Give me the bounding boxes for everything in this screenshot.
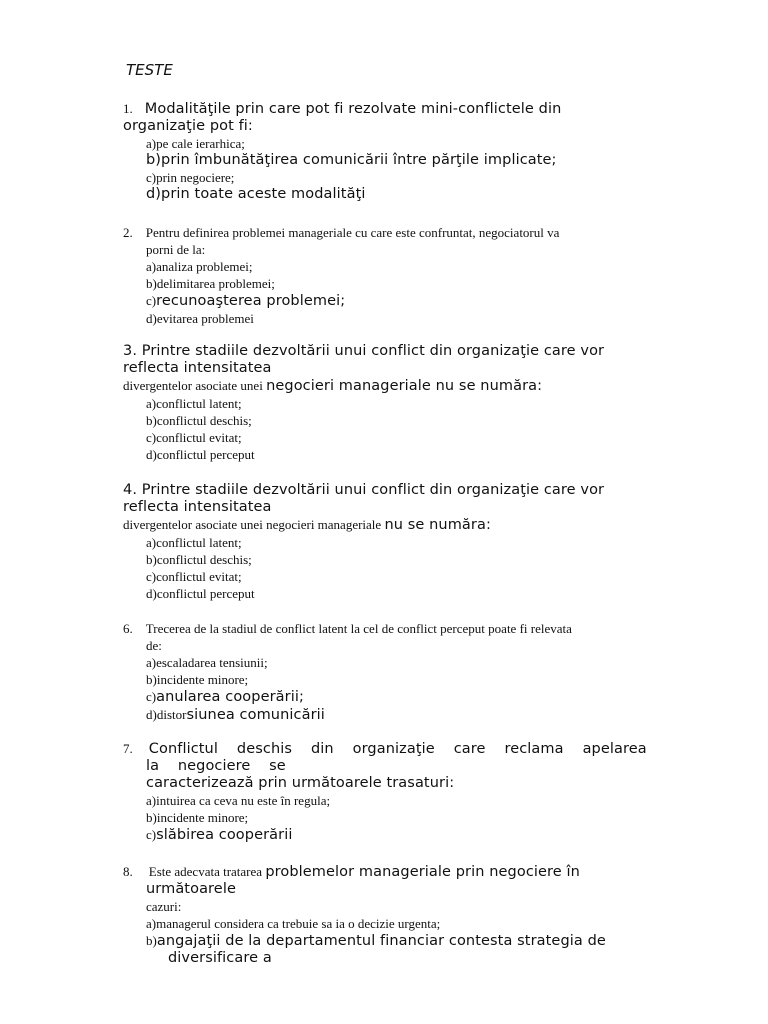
q4-text-line2: reflecta intensitatea bbox=[123, 499, 272, 515]
q2-option-c: recunoaşterea problemei; bbox=[156, 293, 346, 309]
q3-option-d: d)conflictul perceput bbox=[146, 447, 255, 462]
q7-option-b: b)incidente minore; bbox=[146, 810, 249, 825]
q2-option-a: a)analiza problemei; bbox=[146, 259, 253, 274]
q3-text-line2: reflecta intensitatea bbox=[123, 360, 272, 376]
question-8 bbox=[123, 863, 653, 967]
q8-text-line1a: Este adecvata tratarea bbox=[148, 864, 266, 879]
q7-option-a: a)intuirea ca ceva nu este în regula; bbox=[146, 793, 331, 808]
q6-option-a: a)escaladarea tensiunii; bbox=[146, 655, 268, 670]
q8-text-line2: următoarele bbox=[146, 881, 236, 897]
q4-option-a: a)conflictul latent; bbox=[146, 535, 242, 550]
q3-option-a: a)conflictul latent; bbox=[146, 396, 242, 411]
q7-option-c: slăbirea cooperării bbox=[156, 827, 293, 843]
q6-number: 6. bbox=[123, 621, 133, 636]
q8-text-line3: cazuri: bbox=[146, 899, 182, 914]
q3-option-b: b)conflictul deschis; bbox=[146, 413, 252, 428]
q1-option-c: c)prin negociere; bbox=[146, 170, 235, 185]
q6-option-b: b)incidente minore; bbox=[146, 672, 249, 687]
q8-number: 8. bbox=[123, 864, 133, 879]
q4-option-d: d)conflictul perceput bbox=[146, 586, 255, 601]
q2-number: 2. bbox=[123, 225, 133, 240]
q7-text-line1: Conflictul deschis din organizaţie care reclama apelarea bbox=[148, 741, 647, 757]
q8-option-b-continuation: diversificare a bbox=[168, 950, 272, 966]
q3-text-line1: 3. Printre stadiile dezvoltării unui conflict din organizaţie care vor bbox=[123, 343, 605, 359]
q6-option-d-prefix: d)distor bbox=[146, 707, 187, 722]
q6-option-c: anularea cooperării; bbox=[156, 689, 304, 705]
q7-number: 7. bbox=[123, 741, 133, 756]
q8-option-a: a)managerul considera ca trebuie sa ia o decizie urgenta; bbox=[146, 916, 441, 931]
q3-text-line3a: divergentelor asociate unei bbox=[123, 378, 267, 393]
q4-text-line3a: divergentelor asociate unei negocieri manageriale bbox=[123, 517, 385, 532]
q8-text-line1b: problemelor manageriale prin negociere în bbox=[265, 864, 580, 880]
q7-text-line2: la negociere se bbox=[146, 758, 286, 774]
q4-option-b: b)conflictul deschis; bbox=[146, 552, 252, 567]
q4-text-line1: 4. Printre stadiile dezvoltării unui conflict din organizaţie care vor bbox=[123, 482, 605, 498]
q1-option-a: a)pe cale ierarhica; bbox=[146, 136, 245, 151]
q4-text-line3b: nu se număra: bbox=[384, 517, 491, 533]
q1-number: 1. bbox=[123, 101, 133, 116]
q6-option-c-prefix: c) bbox=[146, 689, 157, 704]
q2-option-d: d)evitarea problemei bbox=[146, 311, 254, 326]
q8-option-b-prefix: b) bbox=[146, 933, 157, 948]
question-4 bbox=[123, 482, 653, 602]
q2-option-b: b)delimitarea problemei; bbox=[146, 276, 275, 291]
q1-text-line2: organizaţie pot fi: bbox=[123, 118, 253, 134]
question-7 bbox=[123, 740, 653, 844]
q4-option-c: c)conflictul evitat; bbox=[146, 569, 242, 584]
question-6 bbox=[123, 620, 653, 724]
q8-option-b: angajaţii de la departamentul financiar contesta strategia de bbox=[156, 933, 606, 949]
q2-text-line1: Pentru definirea problemei manageriale cu care este confruntat, negociatorul va bbox=[145, 225, 560, 240]
question-3 bbox=[123, 343, 653, 463]
question-1 bbox=[123, 100, 653, 203]
q6-option-d: siunea comunicării bbox=[186, 707, 325, 723]
q3-text-line3b: negocieri manageriale nu se număra: bbox=[266, 378, 543, 394]
q6-text-line2: de: bbox=[146, 638, 162, 653]
q2-option-c-prefix: c) bbox=[146, 293, 157, 308]
q3-option-c: c)conflictul evitat; bbox=[146, 430, 242, 445]
q1-text-line1: Modalităţile prin care pot fi rezolvate mini-conflictele din bbox=[144, 101, 562, 117]
q1-option-d: d)prin toate aceste modalităţi bbox=[146, 186, 366, 202]
q1-option-b: b)prin îmbunătăţirea comunicării între părţile implicate; bbox=[146, 152, 557, 168]
page-title: TESTE bbox=[126, 61, 173, 79]
q2-text-line2: porni de la: bbox=[146, 242, 206, 257]
q7-option-c-prefix: c) bbox=[146, 827, 157, 842]
question-2 bbox=[123, 224, 653, 327]
q6-text-line1: Trecerea de la stadiul de conflict latent la cel de conflict perceput poate fi relevata bbox=[145, 621, 572, 636]
q7-text-line3: caracterizează prin următoarele trasaturi: bbox=[146, 775, 455, 791]
